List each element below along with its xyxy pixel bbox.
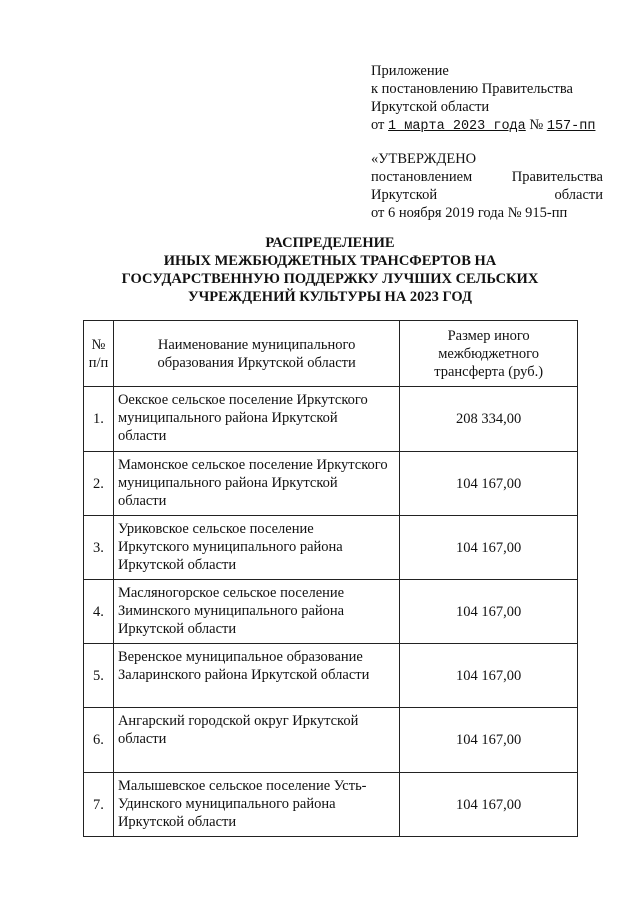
table-row bbox=[84, 644, 578, 708]
title-line: ГОСУДАРСТВЕННУЮ ПОДДЕРЖКУ ЛУЧШИХ СЕЛЬСКИХ bbox=[121, 271, 539, 287]
table-row bbox=[84, 452, 578, 516]
appendix-block bbox=[371, 62, 603, 136]
date-prefix: от bbox=[371, 117, 385, 133]
approval-word: Иркутской bbox=[371, 187, 438, 203]
row-number: 3. bbox=[84, 516, 114, 580]
header-num: № п/п bbox=[84, 321, 114, 387]
table-row bbox=[84, 580, 578, 644]
appendix-line: Иркутской области bbox=[371, 99, 490, 115]
document-title bbox=[80, 234, 580, 306]
municipality-name: Масляногорское сельское поселение Зиминского муниципального района Иркутской области bbox=[113, 580, 399, 644]
row-number: 7. bbox=[84, 773, 114, 837]
title-line: ИНЫХ МЕЖБЮДЖЕТНЫХ ТРАНСФЕРТОВ НА bbox=[163, 253, 497, 269]
table-row bbox=[84, 773, 578, 837]
table-row bbox=[84, 516, 578, 580]
handwritten-number: 157-пп bbox=[546, 119, 596, 134]
transfer-amount: 208 334,00 bbox=[400, 387, 578, 452]
distribution-table bbox=[83, 320, 578, 837]
table-row bbox=[84, 387, 578, 452]
approval-line: «УТВЕРЖДЕНО bbox=[371, 151, 477, 167]
transfer-amount: 104 167,00 bbox=[400, 580, 578, 644]
municipality-name: Веренское муниципальное образование Заларинского района Иркутской области bbox=[113, 644, 399, 708]
appendix-date-line bbox=[371, 116, 603, 136]
municipality-name: Мамонское сельское поселение Иркутского муниципального района Иркутской области bbox=[113, 452, 399, 516]
header-amount: Размер иного межбюджетного трансферта (руб.) bbox=[400, 321, 578, 387]
municipality-name: Оекское сельское поселение Иркутского муниципального района Иркутской области bbox=[113, 387, 399, 452]
municipality-name: Ангарский городской округ Иркутской области bbox=[113, 708, 399, 773]
table-row bbox=[84, 708, 578, 773]
title-line: УЧРЕЖДЕНИЙ КУЛЬТУРЫ НА 2023 ГОД bbox=[188, 289, 472, 305]
table-header-row bbox=[84, 321, 578, 387]
approval-line bbox=[371, 186, 603, 204]
row-number: 4. bbox=[84, 580, 114, 644]
approval-word: области bbox=[554, 187, 603, 203]
title-line: РАСПРЕДЕЛЕНИЕ bbox=[265, 235, 395, 251]
row-number: 5. bbox=[84, 644, 114, 708]
approval-line bbox=[371, 168, 603, 186]
transfer-amount: 104 167,00 bbox=[400, 644, 578, 708]
transfer-amount: 104 167,00 bbox=[400, 708, 578, 773]
row-number: 1. bbox=[84, 387, 114, 452]
header-name: Наименование муниципального образования Иркутской области bbox=[113, 321, 399, 387]
transfer-amount: 104 167,00 bbox=[400, 516, 578, 580]
number-sign: № bbox=[529, 117, 544, 133]
appendix-line: Приложение bbox=[371, 63, 449, 79]
approval-block bbox=[371, 150, 603, 222]
approval-word: постановлением bbox=[371, 169, 473, 185]
transfer-amount: 104 167,00 bbox=[400, 773, 578, 837]
handwritten-date: 1 марта 2023 года bbox=[388, 119, 526, 134]
appendix-line: к постановлению Правительства bbox=[371, 81, 573, 97]
row-number: 2. bbox=[84, 452, 114, 516]
approval-word: Правительства bbox=[511, 169, 603, 185]
municipality-name: Малышевское сельское поселение Усть- Удинского муниципального района Иркутской области bbox=[113, 773, 399, 837]
approval-line: от 6 ноября 2019 года № 915-пп bbox=[371, 205, 568, 221]
municipality-name: Уриковское сельское поселение Иркутского муниципального района Иркутской области bbox=[113, 516, 399, 580]
row-number: 6. bbox=[84, 708, 114, 773]
transfer-amount: 104 167,00 bbox=[400, 452, 578, 516]
